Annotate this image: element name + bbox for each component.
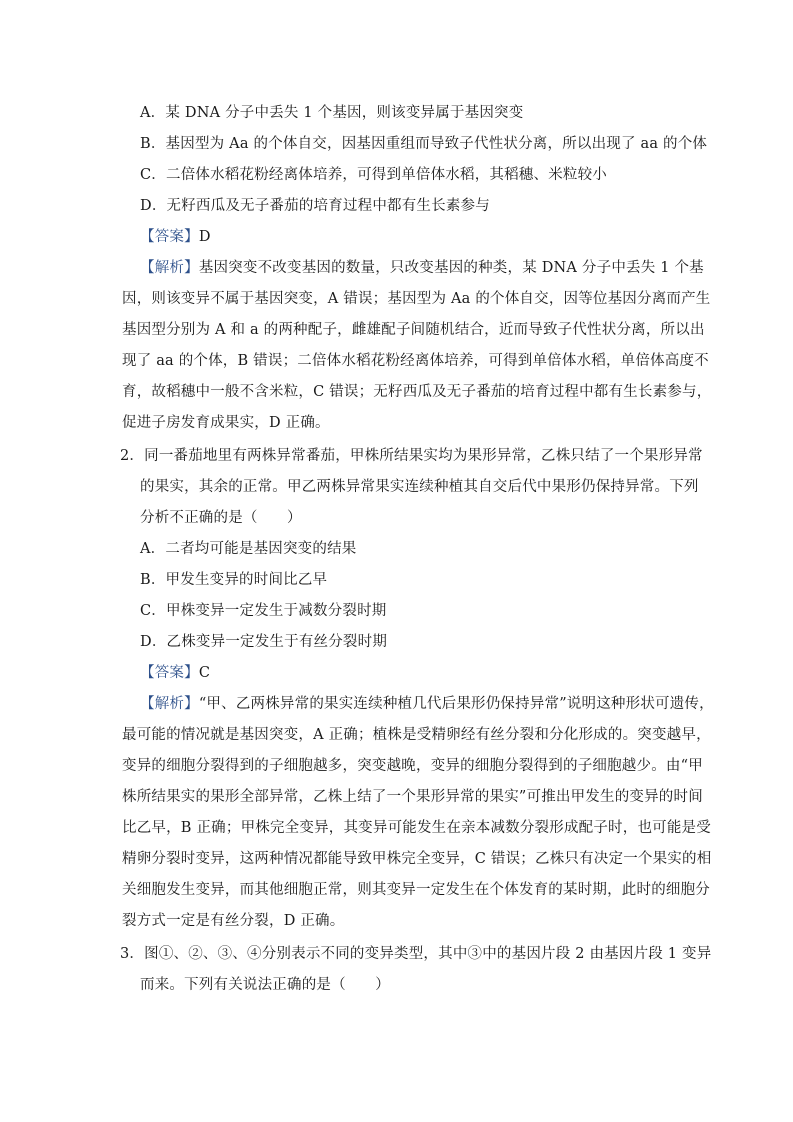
q3-stem-line: 而来。下列有关说法正确的是（ ） [140, 977, 390, 993]
q1-analysis-line: 促进子房发育成果实，D 正确。 [122, 415, 330, 431]
q1-option-c: C．二倍体水稻花粉经离体培养，可得到单倍体水稻，其稻穗、米粒较小 [140, 167, 607, 183]
q1-option-d: D．无籽西瓜及无子番茄的培育过程中都有生长素参与 [140, 198, 490, 214]
q1-answer [140, 227, 211, 247]
q2-stem-line: 分析不正确的是（ ） [140, 510, 302, 526]
analysis-tag: 【解析】 [140, 260, 199, 276]
q1-analysis-line: 育，故稻穗中一般不含米粒，C 错误；无籽西瓜及无子番茄的培育过程中都有生长素参与， [122, 384, 712, 400]
q1-analysis-line: 【解析】基因突变不改变基因的数量，只改变基因的种类，某 DNA 分子中丢失 1 个基 [140, 260, 704, 276]
q2-option-a: A．二者均可能是基因突变的结果 [140, 541, 357, 557]
q2-option-d: D．乙株变异一定发生于有丝分裂时期 [140, 634, 388, 650]
q2-analysis-line: 比乙早，B 正确；甲株完全变异，其变异可能发生在亲本减数分裂形成配子时，也可能是受 [122, 820, 711, 836]
q1-option-a: A．某 DNA 分子中丢失 1 个基因，则该变异属于基因突变 [140, 105, 524, 121]
q1-option-b: B．基因型为 Aa 的个体自交，因基因重组而导致子代性状分离，所以出现了 aa 的个体 [140, 136, 708, 152]
q1-analysis-line: 现了 aa 的个体，B 错误；二倍体水稻花粉经离体培养，可得到单倍体水稻，单倍体高度不 [122, 353, 709, 369]
q2-answer [140, 663, 210, 683]
answer-value: D [198, 229, 211, 245]
q2-option-b: B．甲发生变异的时间比乙早 [140, 572, 328, 588]
q2-stem-line: 的果实，其余的正常。甲乙两株异常果实连续种植其自交后代中果形仍保持异常。下列 [140, 479, 699, 495]
q2-analysis-line: 关细胞发生变异，而其他细胞正常，则其变异一定发生在个体发育的某时期，此时的细胞分 [122, 882, 710, 898]
q2-analysis-line: 株所结果实的果形全部异常，乙株上结了一个果形异常的果实”可推出甲发生的变异的时间 [122, 789, 703, 805]
q2-analysis-line: 裂方式一定是有丝分裂，D 正确。 [122, 913, 345, 929]
analysis-tag: 【解析】 [140, 696, 199, 712]
answer-tag: 【答案】 [140, 665, 199, 681]
q2-analysis-line: 【解析】“甲、乙两株异常的果实连续种植几代后果形仍保持异常”说明这种形状可遗传， [140, 696, 714, 712]
answer-value: C [198, 665, 211, 681]
q3-stem-line: 3．图①、②、③、④分别表示不同的变异类型，其中③中的基因片段 2 由基因片段 1 变异 [120, 946, 712, 962]
q1-analysis-line: 基因型分别为 A 和 a 的两种配子，雌雄配子间随机结合，近而导致子代性状分离，所以出 [122, 322, 705, 338]
q2-analysis-line: 精卵分裂时变异，这两种情况都能导致甲株完全变异，C 错误；乙株只有决定一个果实的相 [122, 851, 712, 867]
q1-analysis-line: 因，则该变异不属于基因突变，A 错误；基因型为 Aa 的个体自交，因等位基因分离而产生 [122, 291, 711, 307]
q2-option-c: C．甲株变异一定发生于减数分裂时期 [140, 603, 387, 619]
q2-analysis-line: 最可能的情况就是基因突变，A 正确；植株是受精卵经有丝分裂和分化形成的。突变越早， [122, 727, 711, 743]
answer-tag: 【答案】 [140, 229, 199, 245]
q2-stem-line: 2．同一番茄地里有两株异常番茄，甲株所结果实均为果形异常，乙株只结了一个果形异常 [120, 448, 703, 464]
q2-analysis-line: 变异的细胞分裂得到的子细胞越多，突变越晚，变异的细胞分裂得到的子细胞越少。由“甲 [122, 758, 703, 774]
